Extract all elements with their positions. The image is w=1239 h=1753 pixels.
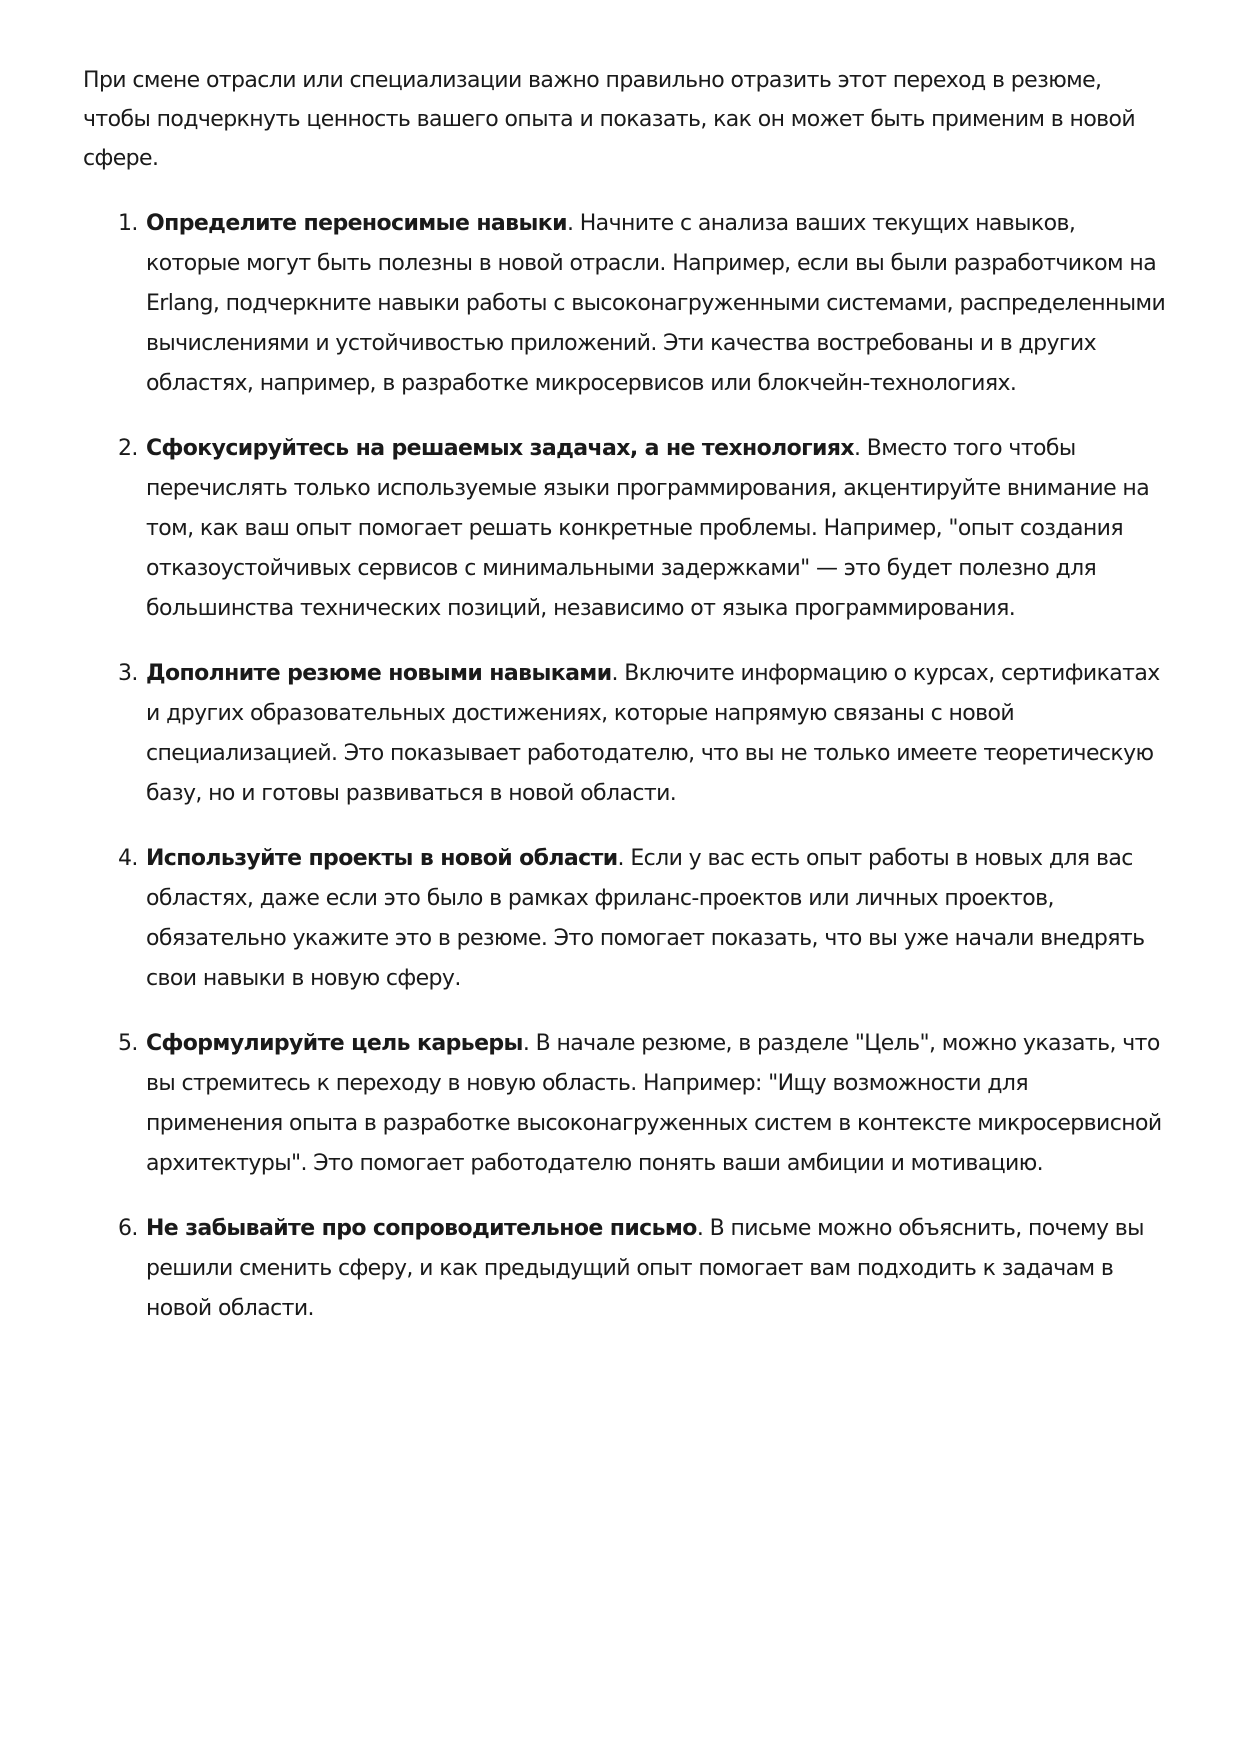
list-item: [83, 429, 1169, 629]
list-item-title: Определите переносимые навыки: [146, 211, 567, 236]
list-item: [83, 654, 1169, 814]
list-item-text: . Если у вас есть опыт работы в новых для вас областях, даже если это было в рамках фриланс-проектов или личных проектов, обязательно укажите это в резюме. Это помогает показать, что вы уже начали внедрять свои навыки в новую сферу.: [146, 846, 1145, 991]
list-item-title: Сфокусируйтесь на решаемых задачах, а не технологиях: [146, 436, 854, 461]
list-item-number: 3.: [118, 661, 138, 686]
list-item: [83, 204, 1169, 404]
steps-list: [83, 204, 1169, 1329]
list-item-text: . Начните с анализа ваших текущих навыков, которые могут быть полезны в новой отрасли. Например, если вы были разработчиком на Erlang, подчеркните навыки работы с высоконагруженными системами, распределенными вычислениями и устойчивостью приложений. Эти качества востребованы и в других областях, например, в разработке микросервисов или блокчейн-технологиях.: [146, 211, 1166, 396]
list-item-number: 5.: [118, 1031, 138, 1056]
list-item: [83, 839, 1169, 999]
list-item-number: 4.: [118, 846, 138, 871]
list-item: [83, 1209, 1169, 1329]
list-item-title: Сформулируйте цель карьеры: [146, 1031, 523, 1056]
list-item-text: . Включите информацию о курсах, сертификатах и других образовательных достижениях, которые напрямую связаны с новой специализацией. Это показывает работодателю, что вы не только имеете теоретическую базу, но и готовы развиваться в новой области.: [146, 661, 1160, 806]
list-item-number: 1.: [118, 211, 138, 236]
intro-paragraph: При смене отрасли или специализации важно правильно отразить этот переход в резюме, чтобы подчеркнуть ценность вашего опыта и показать, как он может быть применим в новой сфере.: [83, 68, 1136, 171]
list-item-title: Дополните резюме новыми навыками: [146, 661, 612, 686]
list-item-text: . В начале резюме, в разделе "Цель", можно указать, что вы стремитесь к переходу в новую область. Например: "Ищу возможности для применения опыта в разработке высоконагруженных систем в контексте микросервисной архитектуры". Это помогает работодателю понять ваши амбиции и мотивацию.: [146, 1031, 1162, 1176]
list-item: [83, 1024, 1169, 1184]
list-item-text: . Вместо того чтобы перечислять только используемые языки программирования, акцентируйте внимание на том, как ваш опыт помогает решать конкретные проблемы. Например, "опыт создания отказоустойчивых сервисов с минимальными задержками" — это будет полезно для большинства технических позиций, независимо от языка программирования.: [146, 436, 1150, 621]
list-item-number: 2.: [118, 436, 138, 461]
list-item-title: Используйте проекты в новой области: [146, 846, 618, 871]
list-item-number: 6.: [118, 1216, 138, 1241]
list-item-title: Не забывайте про сопроводительное письмо: [146, 1216, 697, 1241]
list-item-text: . В письме можно объяснить, почему вы решили сменить сферу, и как предыдущий опыт помогает вам подходить к задачам в новой области.: [146, 1216, 1144, 1321]
